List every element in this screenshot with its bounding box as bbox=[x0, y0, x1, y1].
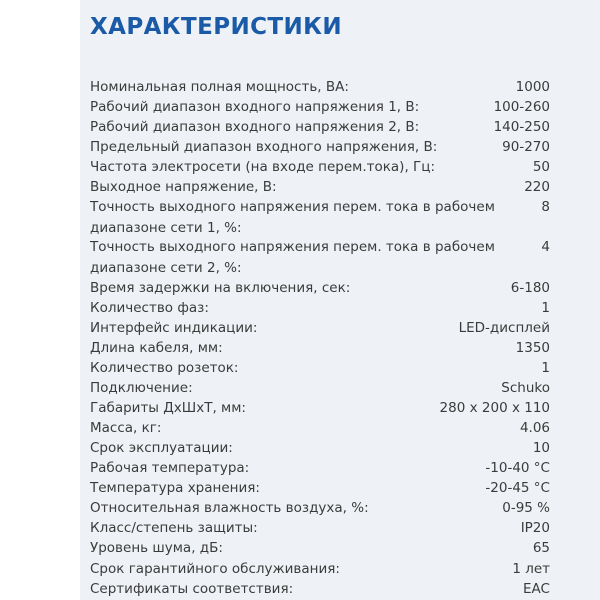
spec-label: Рабочая температура: bbox=[90, 460, 250, 476]
spec-label: Время задержки на включения, сек: bbox=[90, 280, 351, 296]
spec-label: Подключение: bbox=[90, 380, 193, 396]
page-title: ХАРАКТЕРИСТИКИ bbox=[90, 14, 342, 40]
spec-label: Рабочий диапазон входного напряжения 2, В: bbox=[90, 119, 420, 135]
spec-label: Точность выходного напряжения перем. тока в рабочем диапазоне сети 1, %: bbox=[90, 199, 495, 236]
spec-row-connection bbox=[90, 378, 550, 399]
spec-value: 1350 bbox=[515, 340, 550, 356]
spec-row-display bbox=[90, 318, 550, 339]
spec-value: 4.06 bbox=[519, 420, 550, 436]
spec-value: 1000 bbox=[515, 79, 550, 95]
spec-row-accuracy-1 bbox=[90, 197, 550, 239]
spec-label: Номинальная полная мощность, ВА: bbox=[90, 79, 349, 95]
spec-row-humidity bbox=[90, 498, 550, 519]
spec-label: Выходное напряжение, В: bbox=[90, 179, 277, 195]
spec-row-operating-temp bbox=[90, 458, 550, 479]
spec-value: 4 bbox=[541, 239, 550, 255]
spec-label: Сертификаты соответствия: bbox=[90, 581, 294, 597]
spec-value: IP20 bbox=[520, 520, 550, 536]
spec-value: Schuko bbox=[501, 380, 550, 396]
spec-row-weight bbox=[90, 418, 550, 439]
spec-value: 50 bbox=[532, 159, 550, 175]
spec-label: Точность выходного напряжения перем. тока в рабочем диапазоне сети 2, %: bbox=[90, 239, 495, 276]
spec-label: Относительная влажность воздуха, %: bbox=[90, 500, 369, 516]
spec-list bbox=[80, 52, 600, 600]
spec-row-accuracy-2 bbox=[90, 237, 550, 279]
spec-row-power bbox=[90, 77, 550, 98]
spec-label: Габариты ДхШхТ, мм: bbox=[90, 400, 246, 416]
spec-value: 65 bbox=[532, 540, 550, 556]
spec-row-storage-temp bbox=[90, 478, 550, 499]
spec-label: Рабочий диапазон входного напряжения 1, В: bbox=[90, 99, 420, 115]
spec-label: Количество розеток: bbox=[90, 360, 239, 376]
spec-label: Температура хранения: bbox=[90, 480, 260, 496]
spec-row-protection bbox=[90, 518, 550, 539]
spec-row-cable bbox=[90, 338, 550, 359]
spec-row-warranty bbox=[90, 559, 550, 580]
spec-value: EAC bbox=[523, 581, 550, 597]
spec-row-delay bbox=[90, 278, 550, 299]
spec-value: 140-250 bbox=[493, 119, 550, 135]
spec-row-noise bbox=[90, 538, 550, 559]
spec-value: 0-95 % bbox=[502, 500, 550, 516]
spec-label: Срок эксплуатации: bbox=[90, 440, 233, 456]
spec-row-input-limit bbox=[90, 137, 550, 158]
spec-row-sockets bbox=[90, 358, 550, 379]
spec-label: Срок гарантийного обслуживания: bbox=[90, 561, 340, 577]
spec-value: -10-40 °C bbox=[485, 460, 550, 476]
spec-value: 220 bbox=[524, 179, 550, 195]
spec-value: 280 x 200 x 110 bbox=[439, 400, 550, 416]
spec-label: Уровень шума, дБ: bbox=[90, 540, 223, 556]
spec-row-input-range-2 bbox=[90, 117, 550, 138]
spec-value: -20-45 °C bbox=[485, 480, 550, 496]
spec-label: Длина кабеля, мм: bbox=[90, 340, 223, 356]
spec-row-lifetime bbox=[90, 438, 550, 459]
spec-value: 10 bbox=[532, 440, 550, 456]
spec-label: Интерфейс индикации: bbox=[90, 320, 258, 336]
spec-value: 100-260 bbox=[493, 99, 550, 115]
spec-value: 1 bbox=[541, 300, 550, 316]
spec-label: Класс/степень защиты: bbox=[90, 520, 258, 536]
spec-row-dimensions bbox=[90, 398, 550, 419]
spec-row-output-voltage bbox=[90, 177, 550, 198]
spec-row-frequency bbox=[90, 157, 550, 178]
spec-label: Частота электросети (на входе перем.тока), Гц: bbox=[90, 159, 435, 175]
spec-label: Масса, кг: bbox=[90, 420, 162, 436]
spec-row-phases bbox=[90, 298, 550, 319]
spec-value: LED-дисплей bbox=[458, 320, 550, 336]
spec-value: 90-270 bbox=[502, 139, 550, 155]
spec-row-certificates bbox=[90, 579, 550, 600]
spec-row-input-range-1 bbox=[90, 97, 550, 118]
spec-value: 6-180 bbox=[510, 280, 550, 296]
spec-label: Количество фаз: bbox=[90, 300, 209, 316]
spec-value: 1 bbox=[541, 360, 550, 376]
spec-label: Предельный диапазон входного напряжения, В: bbox=[90, 139, 438, 155]
spec-value: 1 лет bbox=[512, 561, 550, 577]
spec-value: 8 bbox=[541, 199, 550, 215]
